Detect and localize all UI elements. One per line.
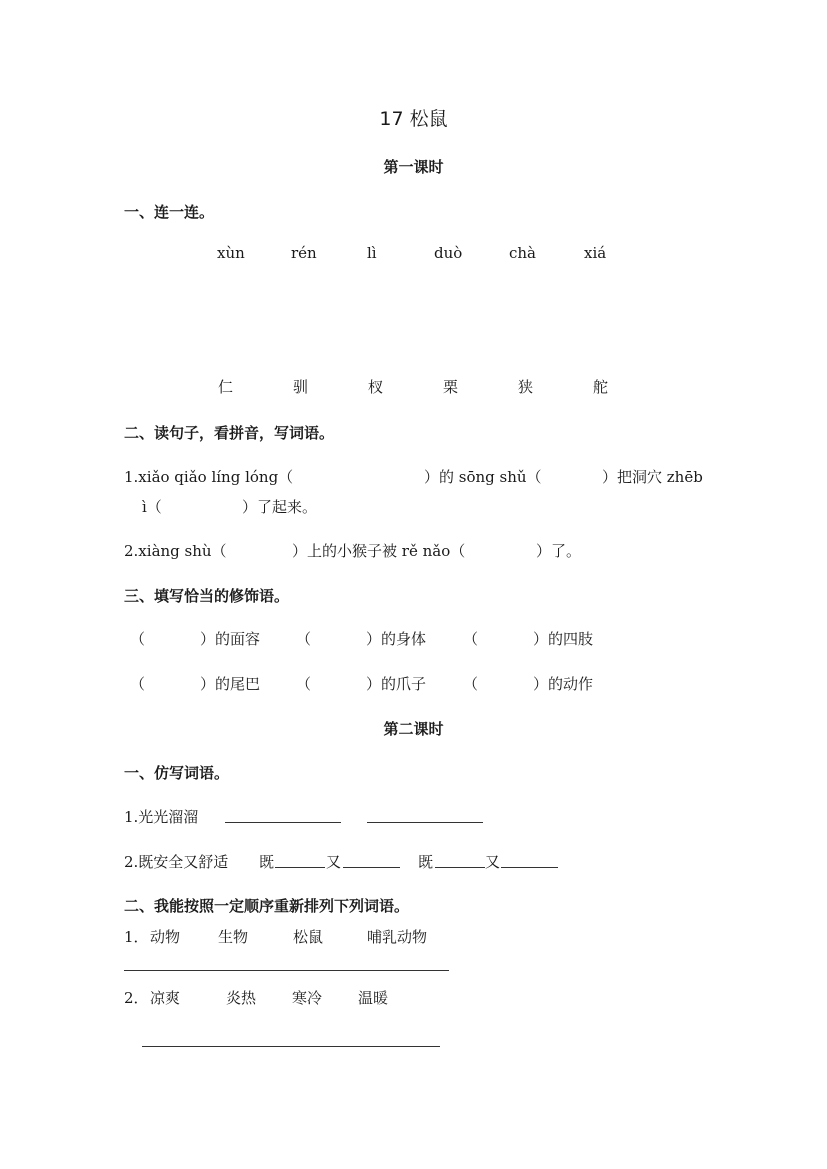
answer-line[interactable]	[142, 1046, 440, 1047]
blank-open: （	[463, 630, 479, 648]
answer-line[interactable]	[435, 867, 485, 868]
pattern-you: 又	[485, 853, 501, 871]
character-item: 栗	[443, 378, 459, 396]
order-question-1-number: 1．	[124, 928, 149, 946]
character-item: 狭	[518, 378, 534, 396]
pattern-ji: 既	[418, 853, 434, 871]
blank-open: （	[463, 675, 479, 693]
order-word: 生物	[218, 928, 249, 946]
pattern-ji: 既	[259, 853, 275, 871]
character-item: 杈	[368, 378, 384, 396]
question-2-part-a: 2.xiàng shù（	[124, 542, 227, 560]
modifier-target: ）的动作	[533, 675, 594, 693]
blank-open: （	[130, 675, 146, 693]
question-2-part-b: ）上的小猴子被 rě nǎo（	[292, 542, 466, 560]
question-1-part-c: ）把洞穴 zhēb	[602, 468, 703, 486]
order-question-2-number: 2．	[124, 989, 149, 1007]
answer-line[interactable]	[367, 822, 483, 823]
section-pinyin-heading: 二、读句子，看拼音，写词语。	[124, 424, 335, 442]
order-word: 寒冷	[292, 989, 323, 1007]
character-item: 驯	[293, 378, 309, 396]
modifier-target: ）的身体	[366, 630, 427, 648]
modifier-target: ）的面容	[200, 630, 261, 648]
pattern-you: 又	[326, 853, 342, 871]
lesson-1-label: 第一课时	[383, 158, 444, 176]
question-1-line2-a: ì（	[142, 498, 162, 516]
pinyin-item: chà	[509, 244, 537, 262]
section-order-heading: 二、我能按照一定顺序重新排列下列词语。	[124, 897, 410, 915]
blank-open: （	[296, 630, 312, 648]
question-1-part-a: 1.xiǎo qiǎo líng lóng（	[124, 468, 294, 486]
lesson-2-label: 第二课时	[383, 720, 444, 738]
pinyin-item: duò	[434, 244, 463, 262]
section-modifier-heading: 三、填写恰当的修饰语。	[124, 587, 290, 605]
order-word: 炎热	[226, 989, 257, 1007]
answer-line[interactable]	[501, 867, 558, 868]
pinyin-item: xùn	[217, 244, 245, 262]
section-imitate-heading: 一、仿写词语。	[124, 764, 230, 782]
question-1-line2-b: ）了起来。	[242, 498, 318, 516]
pinyin-item: rén	[291, 244, 317, 262]
order-word: 凉爽	[150, 989, 181, 1007]
character-item: 舵	[593, 378, 609, 396]
modifier-target: ）的四肢	[533, 630, 594, 648]
modifier-target: ）的爪子	[366, 675, 427, 693]
answer-line[interactable]	[124, 970, 449, 971]
character-item: 仁	[218, 378, 234, 396]
imitate-question-1: 1.光光溜溜	[124, 808, 199, 826]
imitate-question-2: 2.既安全又舒适	[124, 853, 229, 871]
modifier-target: ）的尾巴	[200, 675, 261, 693]
pinyin-item: xiá	[584, 244, 607, 262]
answer-line[interactable]	[225, 822, 341, 823]
blank-open: （	[296, 675, 312, 693]
order-word: 动物	[150, 928, 181, 946]
question-2-part-c: ）了。	[536, 542, 582, 560]
question-1-part-b: ）的 sōng shǔ（	[424, 468, 542, 486]
order-word: 温暖	[358, 989, 389, 1007]
order-word: 松鼠	[293, 928, 324, 946]
answer-line[interactable]	[343, 867, 400, 868]
blank-open: （	[130, 630, 146, 648]
pinyin-item: lì	[367, 244, 377, 262]
page-title: 17 松鼠	[379, 108, 448, 130]
order-word: 哺乳动物	[367, 928, 428, 946]
section-connect-heading: 一、连一连。	[124, 203, 215, 221]
answer-line[interactable]	[275, 867, 325, 868]
